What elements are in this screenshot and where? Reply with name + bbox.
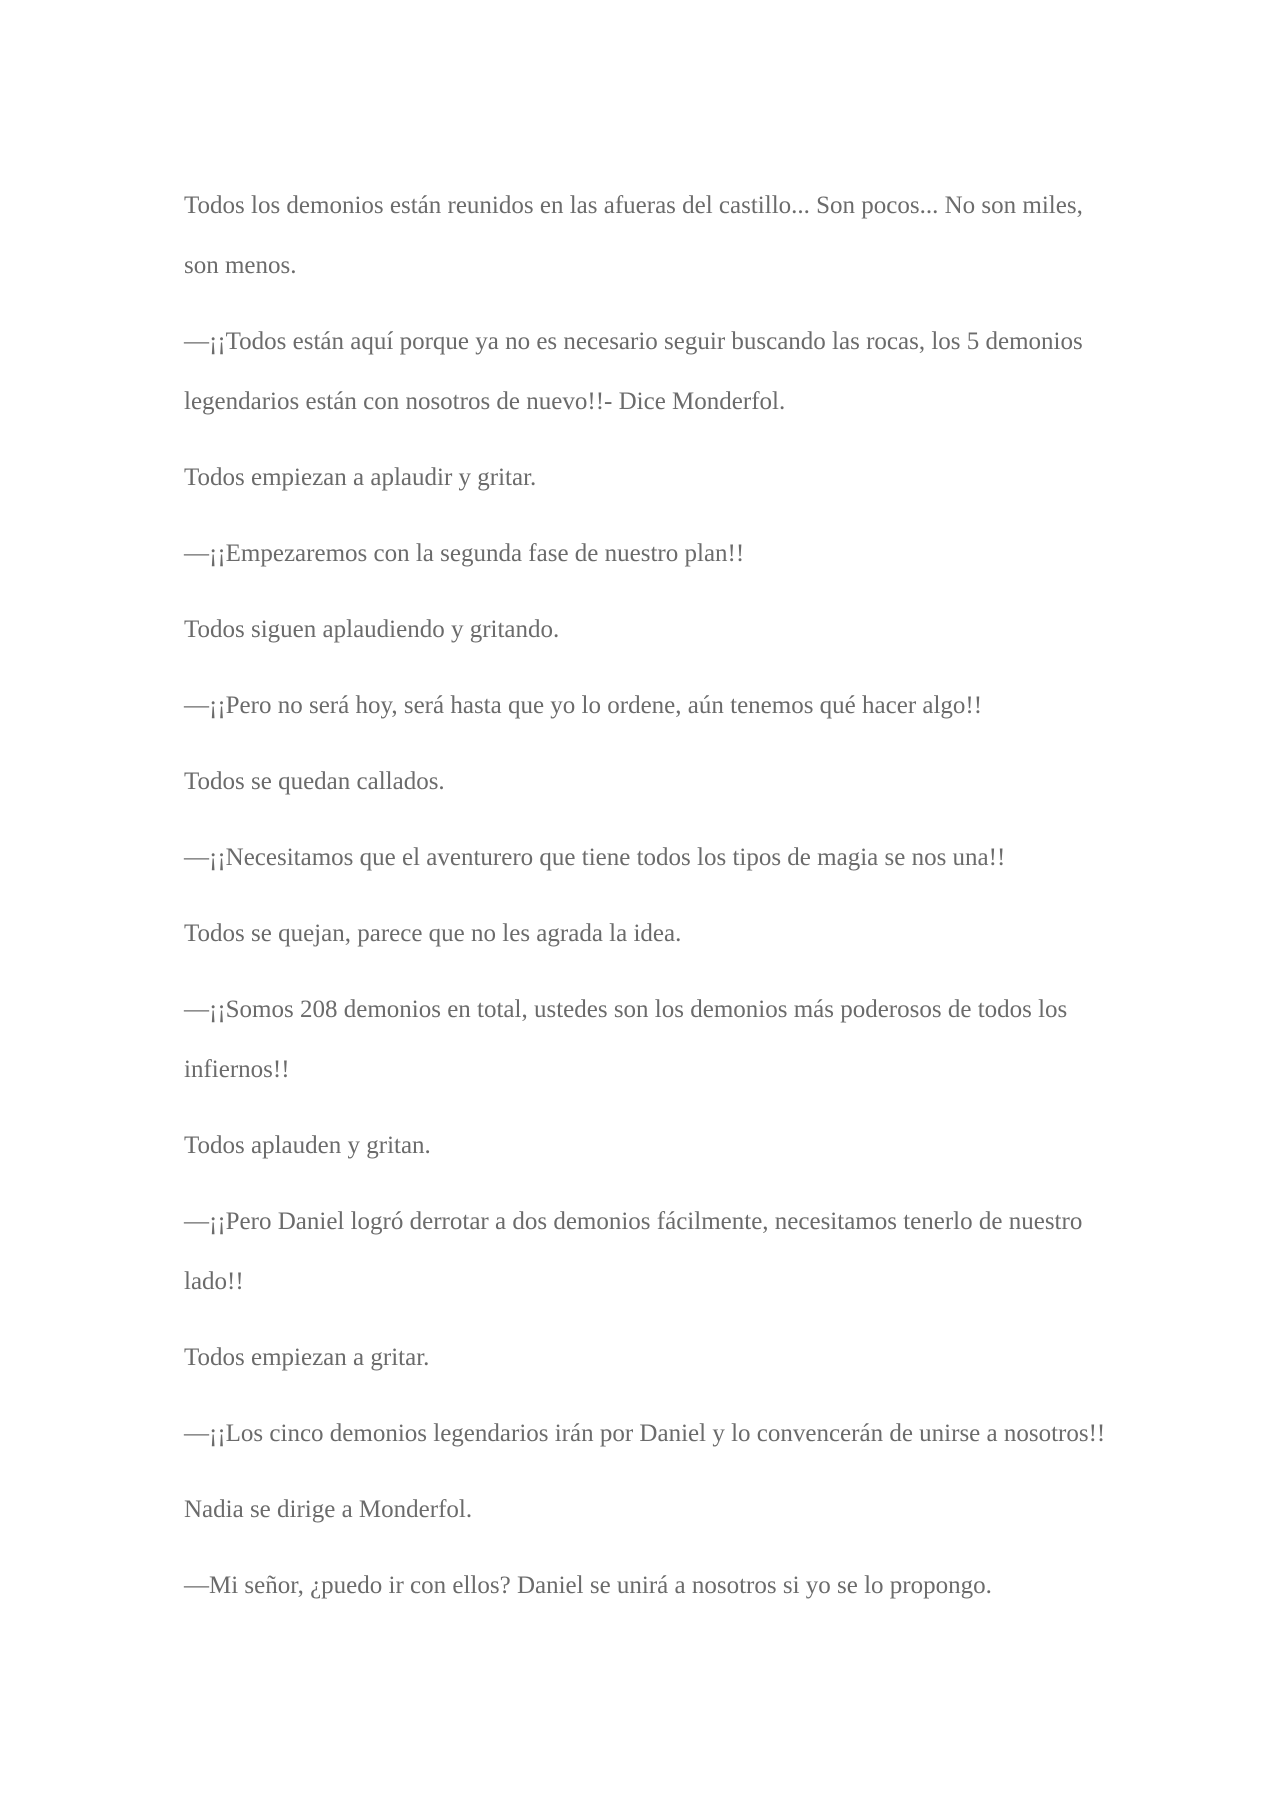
paragraph: —¡¡Somos 208 demonios en total, ustedes son los demonios más poderosos de todos los infiernos!! <box>184 996 1068 1083</box>
paragraph: Todos empiezan a aplaudir y gritar. <box>184 464 537 491</box>
paragraph: —¡¡Necesitamos que el aventurero que tiene todos los tipos de magia se nos una!! <box>184 844 1006 871</box>
paragraph: Todos se quejan, parece que no les agrada la idea. <box>184 920 682 947</box>
paragraph: Todos se quedan callados. <box>184 768 445 795</box>
paragraph: —¡¡Pero no será hoy, será hasta que yo lo ordene, aún tenemos qué hacer algo!! <box>184 692 983 719</box>
paragraph: —¡¡Los cinco demonios legendarios irán por Daniel y lo convencerán de unirse a nosotros!! <box>184 1420 1106 1447</box>
paragraph: —Mi señor, ¿puedo ir con ellos? Daniel se unirá a nosotros si yo se lo propongo. <box>184 1572 992 1599</box>
paragraph: Nadia se dirige a Monderfol. <box>184 1496 473 1523</box>
paragraph: —¡¡Todos están aquí porque ya no es necesario seguir buscando las rocas, los 5 demonios legendarios están con nosotros de nuevo!!- Dice Monderfol. <box>184 328 1083 415</box>
paragraph: Todos aplauden y gritan. <box>184 1132 431 1159</box>
paragraph: Todos los demonios están reunidos en las afueras del castillo... Son pocos... No son miles, son menos. <box>184 192 1083 279</box>
paragraph: —¡¡Pero Daniel logró derrotar a dos demonios fácilmente, necesitamos tenerlo de nuestro lado!! <box>184 1208 1083 1295</box>
paragraph: —¡¡Empezaremos con la segunda fase de nuestro plan!! <box>184 540 745 567</box>
paragraph: Todos siguen aplaudiendo y gritando. <box>184 616 560 643</box>
paragraph: Todos empiezan a gritar. <box>184 1344 430 1371</box>
document-body <box>184 176 1114 1632</box>
